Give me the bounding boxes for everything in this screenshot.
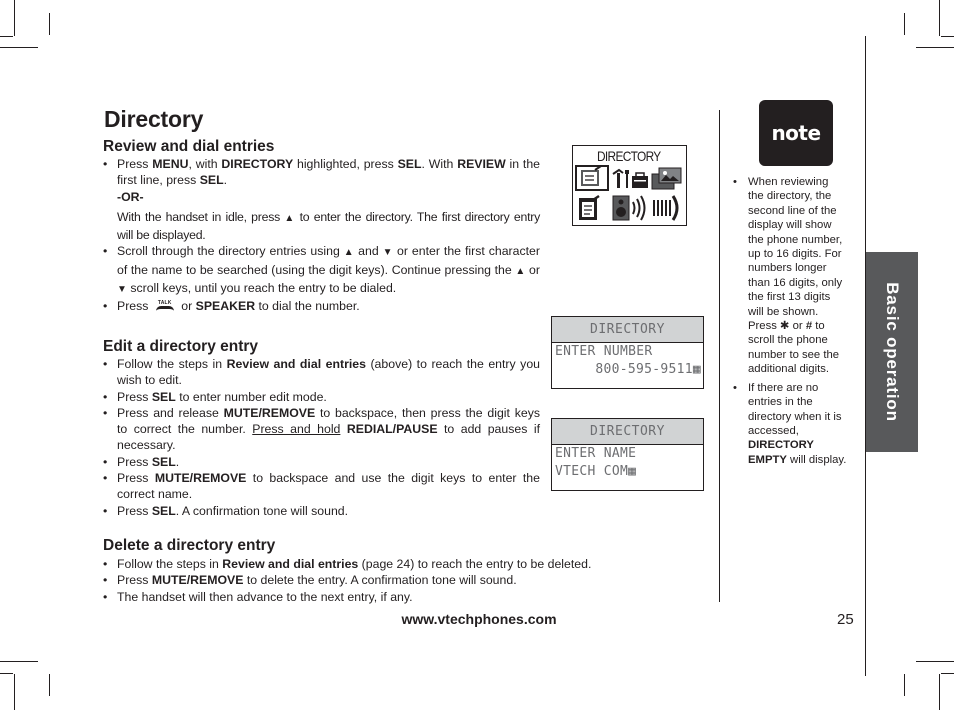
note-item bbox=[733, 381, 847, 467]
lcd-header: DIRECTORY bbox=[552, 317, 703, 343]
text: or bbox=[177, 299, 196, 314]
crop-mark bbox=[941, 36, 954, 37]
list-item bbox=[103, 556, 683, 572]
key-mute-remove: MUTE/REMOVE bbox=[223, 405, 316, 420]
key-directory: DIRECTORY bbox=[221, 157, 294, 171]
list-item bbox=[103, 503, 540, 519]
key-sel: SEL bbox=[151, 389, 176, 404]
section-heading-delete: Delete a directory entry bbox=[103, 537, 276, 554]
text: to enter number edit mode. bbox=[175, 389, 327, 404]
menu-title: DIRECTORY bbox=[597, 148, 661, 164]
page-title: Directory bbox=[104, 106, 204, 132]
directory-menu-screen bbox=[572, 145, 687, 226]
key-speaker: SPEAKER bbox=[195, 299, 256, 314]
crop-mark bbox=[941, 673, 954, 674]
crop-mark bbox=[0, 673, 13, 674]
tools-icon bbox=[613, 170, 629, 188]
sound-waves-icon bbox=[633, 196, 645, 220]
speaker-icon bbox=[613, 196, 629, 220]
text: (above) to reach the entry you wish to edit. bbox=[117, 357, 541, 388]
note-item bbox=[733, 175, 847, 377]
text: Press bbox=[117, 389, 152, 404]
text: or bbox=[525, 262, 540, 277]
lcd-line-1: ENTER NUMBER bbox=[555, 344, 653, 359]
text: to dial the number. bbox=[255, 299, 360, 314]
crop-mark bbox=[0, 36, 13, 37]
section-heading-edit: Edit a directory entry bbox=[103, 338, 259, 355]
text: to delete the entry. A confirmation tone will sound. bbox=[243, 573, 517, 588]
hash-key: # bbox=[805, 320, 813, 333]
page-number: 25 bbox=[837, 611, 854, 628]
text: , with bbox=[188, 157, 222, 171]
text: to enter the directory. The first directory entry will be displayed. bbox=[117, 209, 540, 243]
key-sel: SEL bbox=[151, 503, 176, 518]
crop-mark bbox=[939, 0, 940, 36]
down-arrow-icon: ▼ bbox=[382, 247, 394, 259]
edit-list bbox=[103, 356, 540, 519]
footer-url: www.vtechphones.com bbox=[401, 611, 557, 627]
crop-mark bbox=[916, 47, 954, 48]
crop-mark bbox=[939, 674, 940, 710]
text: Press bbox=[117, 454, 152, 469]
list-item bbox=[103, 356, 540, 389]
key-mute-remove: MUTE/REMOVE bbox=[154, 471, 247, 486]
crop-mark bbox=[0, 47, 38, 48]
crop-mark bbox=[916, 661, 954, 662]
bold-ref: Review and dial entries bbox=[222, 557, 359, 571]
talk-phone-icon bbox=[155, 299, 175, 311]
down-arrow-icon: ▼ bbox=[117, 284, 127, 296]
ringer-icon bbox=[653, 196, 677, 220]
up-arrow-icon: ▲ bbox=[515, 265, 526, 277]
text: to add pauses if necessary. bbox=[117, 422, 540, 453]
lcd-line-2: 800-595-9511▦ bbox=[595, 362, 701, 377]
list-item bbox=[103, 454, 540, 470]
text: . With bbox=[421, 157, 458, 171]
section-heading-review: Review and dial entries bbox=[103, 138, 275, 155]
star-key-icon: ✱ bbox=[780, 320, 790, 333]
lcd-line-1: ENTER NAME bbox=[555, 446, 637, 461]
text: or enter the first character of the name to be searched (using the digit keys). Continue pressing the bbox=[117, 244, 540, 277]
text: (page 24) to reach the entry to be deleted. bbox=[358, 557, 592, 571]
crop-mark bbox=[0, 661, 38, 662]
text: With the handset in idle, press bbox=[117, 209, 285, 224]
text: will display. bbox=[786, 453, 847, 466]
crop-mark bbox=[14, 674, 15, 710]
idle-paragraph bbox=[117, 209, 540, 244]
list-item bbox=[103, 298, 540, 314]
talk-label: TALK bbox=[157, 300, 172, 307]
section-tab bbox=[866, 252, 918, 452]
pictures-icon bbox=[652, 168, 681, 189]
lcd-screen-enter-number bbox=[551, 316, 704, 389]
key-redial-pause: REDIAL/PAUSE bbox=[346, 422, 438, 437]
text: to scroll the phone number to see the additional digits. bbox=[748, 320, 840, 376]
list-item bbox=[103, 572, 683, 588]
bold-status: DIRECTORY EMPTY bbox=[748, 439, 814, 466]
review-list bbox=[103, 156, 540, 315]
text: When reviewing the directory, the second line of the display will show the phone number, up to 16 digits. For numbers longer than 16 digits, only the first 13 digits will be shown. Press bbox=[748, 176, 843, 333]
text: If there are no entries in the directory when it is accessed, bbox=[748, 381, 842, 437]
key-sel: SEL bbox=[151, 454, 176, 469]
underlined-text: Press and hold bbox=[252, 422, 341, 437]
text: Follow the steps in bbox=[117, 557, 223, 571]
delete-list bbox=[103, 556, 683, 605]
text: Press and release bbox=[117, 405, 224, 420]
up-arrow-icon: ▲ bbox=[343, 247, 355, 259]
text: highlighted, press bbox=[293, 157, 398, 171]
lcd-header: DIRECTORY bbox=[552, 419, 703, 445]
column-divider bbox=[719, 110, 720, 602]
footer-url-wrap bbox=[0, 611, 954, 627]
key-menu: MENU bbox=[152, 157, 189, 171]
section-tab-label: Basic operation bbox=[883, 282, 902, 422]
text: Press bbox=[117, 471, 155, 486]
text: Press bbox=[117, 573, 152, 588]
text: . bbox=[223, 173, 228, 188]
text: Scroll through the directory entries using bbox=[117, 244, 344, 259]
text: Press bbox=[117, 503, 152, 518]
key-review: REVIEW bbox=[457, 157, 506, 171]
list-item bbox=[103, 405, 540, 454]
text: Press bbox=[117, 299, 152, 314]
text: . A confirmation tone will sound. bbox=[175, 503, 349, 518]
text: Follow the steps in bbox=[117, 357, 227, 371]
list-item bbox=[103, 589, 683, 605]
up-arrow-icon: ▲ bbox=[284, 212, 296, 224]
briefcase-icon bbox=[632, 173, 648, 188]
crop-mark bbox=[904, 13, 905, 35]
list-item bbox=[103, 470, 540, 503]
list-item bbox=[103, 389, 540, 405]
text: Press bbox=[117, 157, 153, 171]
list-item bbox=[103, 156, 540, 243]
key-mute-remove: MUTE/REMOVE bbox=[151, 573, 244, 588]
crop-mark bbox=[49, 13, 50, 35]
text: to backspace and use the digit keys to enter the correct name. bbox=[117, 471, 540, 502]
text: in the first line, press bbox=[117, 157, 541, 188]
text: . bbox=[175, 454, 180, 469]
list-item bbox=[103, 243, 540, 298]
text: scroll keys, until you reach the entry to be dialed. bbox=[126, 281, 397, 296]
lcd-line-2: VTECH COM▦ bbox=[555, 464, 637, 479]
note-badge: note bbox=[759, 100, 833, 166]
crop-mark bbox=[904, 674, 905, 696]
menu-icons bbox=[573, 146, 686, 225]
lcd-screen-enter-name bbox=[551, 418, 704, 491]
text: or bbox=[789, 320, 806, 333]
bold-ref: Review and dial entries bbox=[226, 357, 366, 371]
key-sel: SEL bbox=[199, 173, 224, 188]
key-sel: SEL bbox=[397, 157, 422, 171]
notepad-icon bbox=[579, 196, 599, 220]
or-separator: -OR- bbox=[117, 189, 144, 204]
text: to backspace, then press the digit keys to correct the number. bbox=[117, 405, 540, 437]
text: and bbox=[354, 244, 383, 259]
note-list bbox=[733, 175, 847, 467]
crop-mark bbox=[14, 0, 15, 36]
text: The handset will then advance to the next entry, if any. bbox=[117, 589, 413, 604]
crop-mark bbox=[49, 674, 50, 696]
